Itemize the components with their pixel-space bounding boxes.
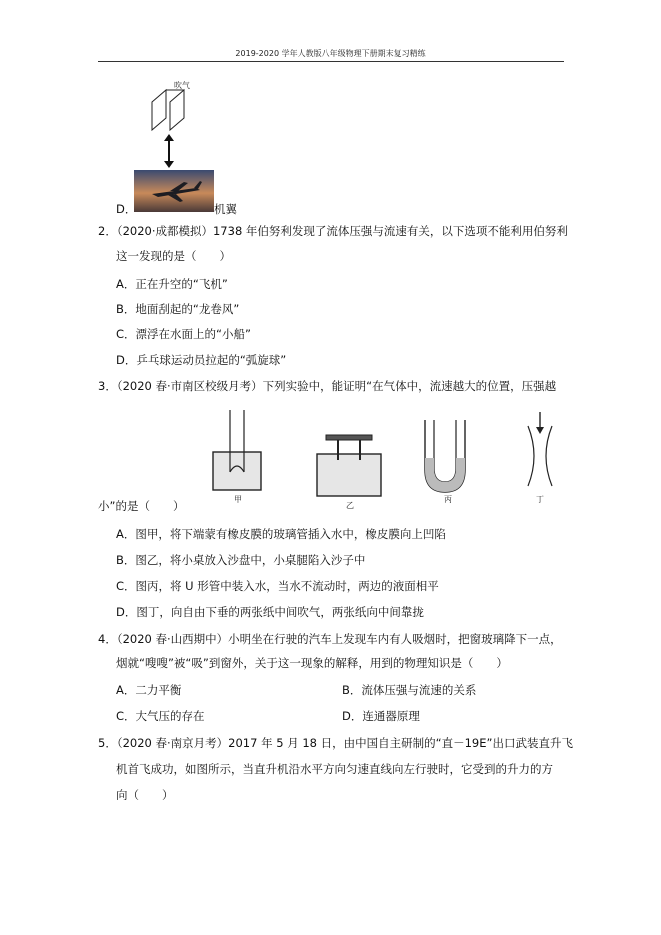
q3-option-a: A．图甲，将下端蒙有橡皮膜的玻璃管插入水中，橡皮膜向上凹陷 — [116, 527, 446, 541]
q3-stem-line2: 小”的是（ ） — [98, 499, 185, 513]
q1-option-d-text: 机翼 — [214, 202, 237, 216]
q4-option-c: C．大气压的存在 — [116, 709, 205, 723]
label-bing: 丙 — [444, 495, 452, 504]
q3-stem-line1: 3．（2020 春·市南区校级月考）下列实验中，能证明“在气体中，流速越大的位置，压强越 — [98, 379, 557, 393]
q3-option-c: C．图丙，将 U 形管中装入水，当水不流动时，两边的液面相平 — [116, 579, 439, 593]
figure-ding — [520, 410, 560, 504]
label-ding: 丁 — [536, 495, 544, 504]
q3-option-b: B．图乙，将小桌放入沙盘中，小桌腿陷入沙子中 — [116, 553, 366, 567]
q4-option-b: B．流体压强与流速的关系 — [342, 683, 477, 697]
q5-stem-line1: 5．（2020 春·南京月考）2017 年 5 月 18 日，由中国自主研制的“直－19E”出口武装直升飞 — [98, 736, 573, 750]
q4-option-a: A．二力平衡 — [116, 683, 182, 697]
q4-stem-line1: 4．（2020 春·山西期中）小明坐在行驶的汽车上发现车内有人吸烟时，把窗玻璃降下一点， — [98, 632, 562, 646]
blowing-paper-figure — [140, 82, 220, 142]
q1-option-d-label: D． — [116, 202, 137, 216]
q2-stem-line1: 2．（2020·成都模拟）1738 年伯努利发现了流体压强与流速有关，以下选项不能利用伯努利 — [98, 224, 568, 238]
q2-option-b: B．地面刮起的“龙卷风” — [116, 302, 240, 316]
airplane-photo — [134, 170, 214, 212]
label-yi: 乙 — [346, 501, 354, 510]
q4-option-d: D．连通器原理 — [342, 709, 420, 723]
header-rule — [98, 61, 564, 62]
double-arrow — [163, 134, 175, 168]
q5-stem-line3: 向（ ） — [116, 788, 174, 802]
label-jia: 甲 — [234, 495, 242, 504]
page-header: 2019-2020 学年人教版八年级物理下册期末复习精练 — [235, 49, 426, 58]
q4-stem-line2: 烟就“嗖嗖”被“吸”到窗外，关于这一现象的解释，用到的物理知识是（ ） — [116, 656, 508, 670]
q5-stem-line2: 机首飞成功，如图所示，当直升机沿水平方向匀速直线向左行驶时，它受到的升力的方 — [116, 762, 553, 776]
q2-option-a: A．正在升空的“飞机” — [116, 277, 228, 291]
q3-option-d: D．图丁，向自由下垂的两张纸中间吹气，两张纸向中间靠拢 — [116, 605, 424, 619]
q2-stem-line2: 这一发现的是（ ） — [116, 249, 231, 263]
figure-jia — [210, 410, 266, 504]
q2-option-d: D．乒乓球运动员拉起的“弧旋球” — [116, 353, 287, 367]
figure-bing — [422, 410, 472, 504]
q2-option-c: C．漂浮在水面上的“小船” — [116, 327, 251, 341]
blow-label: 吹气 — [174, 81, 190, 90]
figure-yi — [316, 410, 386, 510]
